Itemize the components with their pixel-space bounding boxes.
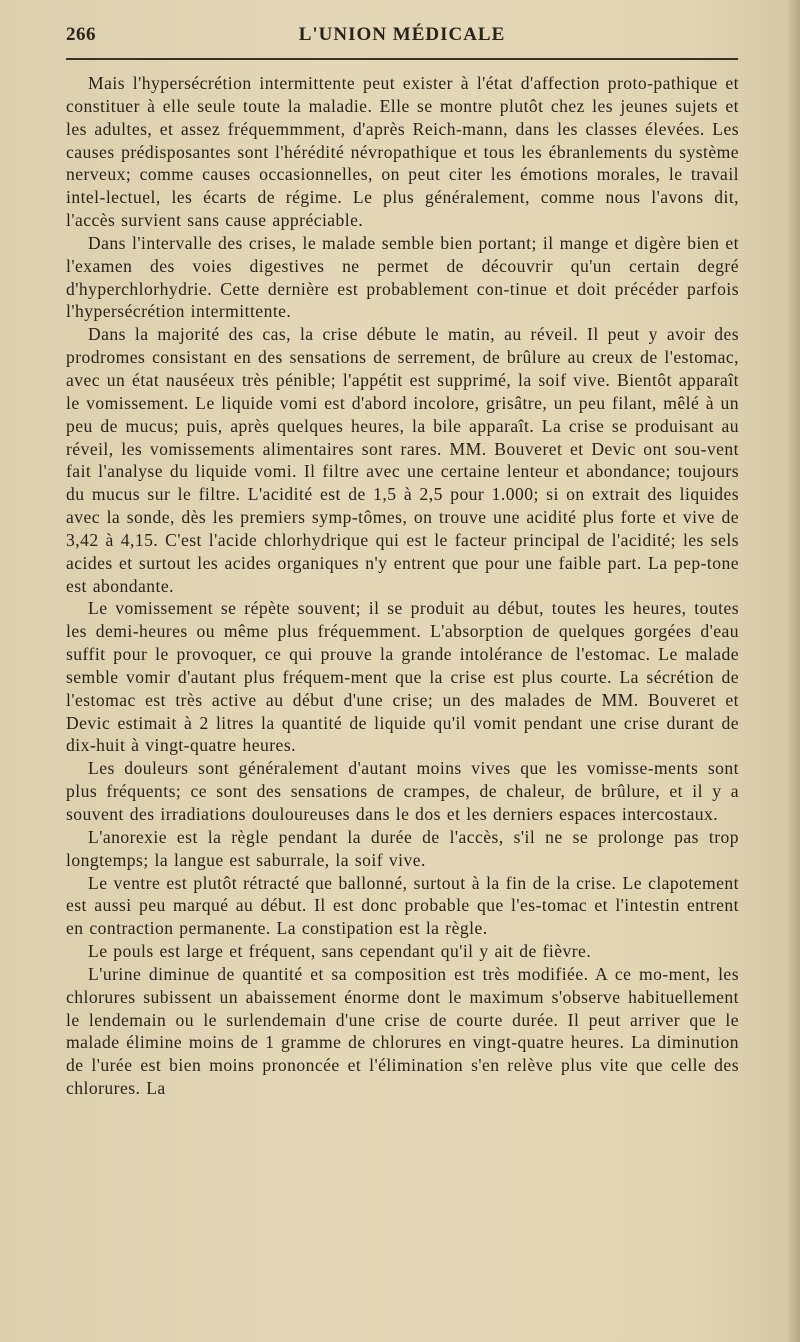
page-number: 266 bbox=[66, 24, 96, 45]
paragraph: Dans la majorité des cas, la crise débute le matin, au réveil. Il peut y avoir des prodromes consistant en des sensations de serrement, de brûlure au creux de l'estomac, avec un état nauséeux très pénible; l'appétit est supprimé, la soif vive. Bientôt apparaît le vomissement. Le liquide vomi est d'abord incolore, grisâtre, un peu filant, mêlé à un peu de mucus; puis, après quelques heures, la bile apparaît. La crise se produisant au réveil, les vomissements alimentaires sont rares. MM. Bouveret et Devic ont sou-vent fait l'analyse du liquide vomi. Il filtre avec une certaine lenteur et abondance; toujours du mucus sur le filtre. L'acidité est de 1,5 à 2,5 pour 1.000; si on extrait des liquides avec la sonde, dès les premiers symp-tômes, on trouve une acidité plus forte et vive de 3,42 à 4,15. C'est l'acide chlorhydrique qui est le facteur principal de l'acidité; les sels acides et surtout les acides organiques n'y entrent que pour une faible part. La pep-tone est abondante. bbox=[66, 324, 739, 596]
page-edge-shadow bbox=[786, 0, 800, 1342]
paragraph: Le pouls est large et fréquent, sans cependant qu'il y ait de fièvre. bbox=[88, 941, 592, 962]
paragraph: Les douleurs sont généralement d'autant moins vives que les vomisse-ments sont plus fréquents; ce sont des sensations de crampes, de chaleur, de brûlure, et il y a souvent des irradiations douloureuses dans le dos et les derniers espaces intercostaux. bbox=[66, 758, 739, 824]
paragraph: Le vomissement se répète souvent; il se produit au début, toutes les heures, toutes les demi-heures ou même plus fréquemment. L'absorption de quelques gorgées d'eau suffit pour le provoquer, ce qui prouve la grande intolérance de l'estomac. Le malade semble vomir d'autant plus fréquem-ment que la crise est plus courte. La sécrétion de l'estomac est très active au début d'une crise; un des malades de MM. Bouveret et Devic estimait à 2 litres la quantité de liquide qu'il vomit pendant une crise durant de dix-huit à vingt-quatre heures. bbox=[66, 598, 739, 756]
paragraph: L'anorexie est la règle pendant la durée de l'accès, s'il ne se prolonge pas trop longtemps; la langue est saburrale, la soif vive. bbox=[66, 826, 739, 870]
paragraph: Le ventre est plutôt rétracté que ballonné, surtout à la fin de la crise. Le clapotement est aussi peu marqué au début. Il est donc probable que l'es-tomac et l'intestin entrent en contraction permanente. La constipation est la règle. bbox=[66, 872, 739, 939]
paragraph: Mais l'hypersécrétion intermittente peut exister à l'état d'affection proto-pathique et constituer à elle seule toute la maladie. Elle se montre plutôt chez les jeunes sujets et les adultes, et assez fréquemmment, d'après Reich-mann, dans les classes élevées. Les causes prédisposantes sont l'hérédité névropathique et tous les ébranlements du système nerveux; comme causes occasionnelles, on peut citer les émotions morales, le travail intel-lectuel, les écarts de régime. Le plus généralement, comme nous l'avons dit, l'accès survient sans cause appréciable. bbox=[66, 73, 739, 231]
paragraph: L'urine diminue de quantité et sa composition est très modifiée. A ce mo-ment, les chlorures subissent un abaissement énorme dont le maximum s'observe habituellement le lendemain ou le surlendemain d'une crise de courte durée. Il peut arriver que le malade élimine moins de 1 gramme de chlorures en vingt-quatre heures. La diminution de l'urée est bien moins prononcée et l'élimination s'en relève plus vite que celle des chlorures. La bbox=[66, 963, 739, 1099]
article-body bbox=[66, 72, 739, 1100]
paragraph: Dans l'intervalle des crises, le malade semble bien portant; il mange et digère bien et l'examen des voies digestives ne permet de découvrir qu'un certain degré d'hyperchlorhydrie. Cette dernière est probablement con-tinue et doit précéder parfois l'hypersécrétion intermittente. bbox=[66, 232, 739, 322]
page-header bbox=[66, 18, 738, 60]
running-title: L'UNION MÉDICALE bbox=[298, 24, 506, 45]
